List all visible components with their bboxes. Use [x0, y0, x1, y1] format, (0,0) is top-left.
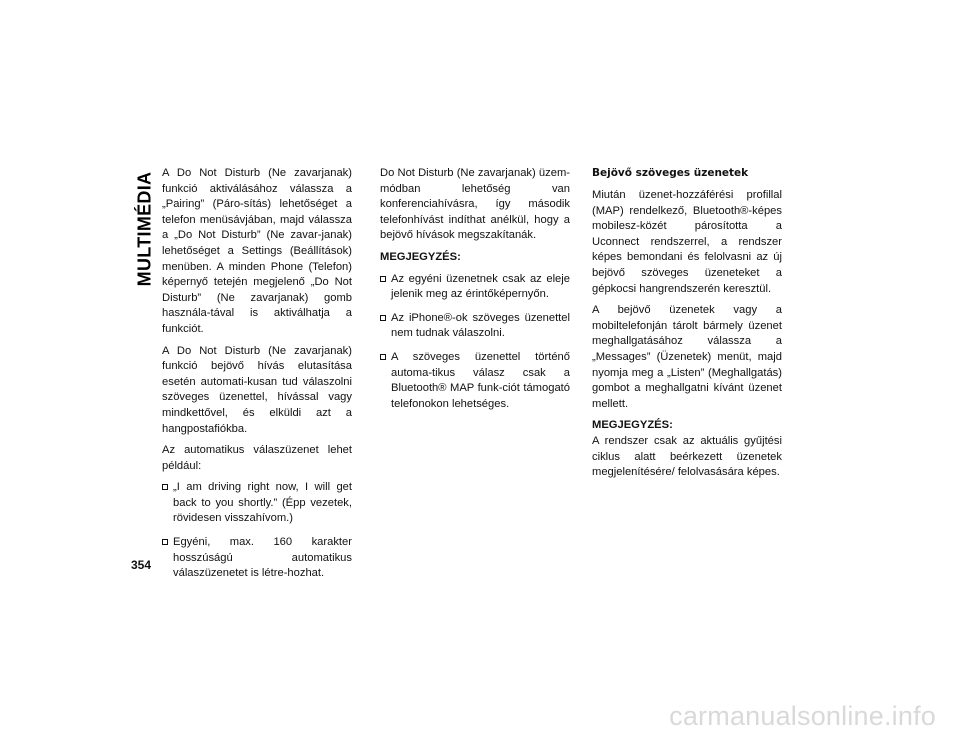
paragraph: Miután üzenet-hozzáférési profillal (MAP) rendelkező, Bluetooth®-képes mobilesz-közét párosította a Uconnect rendszerrel, a rendszer képes bemondani és felolvasni az új bejövő szöveges üzeneteket a gépkocsi hangrendszerén keresztül.: [592, 189, 782, 295]
paragraph: A Do Not Disturb (Ne zavarjanak) funkció aktiválásához válassza a „Pairing” (Páro-sítás) lehetőséget a telefon menüsávjában, majd válassza a „Do Not Disturb” (Ne zavar-janak) lehetőséget a Settings (Beállítások) menüben. A minden Phone (Telefon) képernyő tetején megjelenő „Do Not Disturb” (Ne zavarjanak) gomb használa-tával is aktiválhatja a funkciót.: [162, 167, 352, 335]
column-left: [162, 166, 352, 590]
page-number: 354: [131, 558, 152, 572]
section-heading: Bejövő szöveges üzenetek: [592, 167, 749, 179]
square-bullet-icon: [380, 276, 386, 282]
note-text: A rendszer csak az aktuális gyűjtési ciklus alatt beérkezett üzenetek megjelenítésére/ felolvasására képes.: [592, 434, 782, 479]
list-item-text: Egyéni, max. 160 karakter hosszúságú automatikus válaszüzenetet is létre-hozhat.: [173, 536, 352, 580]
paragraph: A Do Not Disturb (Ne zavarjanak) funkció bejövő hívás elutasítása esetén automati-kusan tud válaszolni szöveges üzenettel, hívással vagy mindkettővel, és elküldi azt a hangpostafiókba.: [162, 344, 352, 435]
paragraph: Do Not Disturb (Ne zavarjanak) üzem-módban lehetőség van konferenciahívásra, így második telefonhívást indíthat anélkül, hogy a bejövő hívások megszakítanák.: [380, 167, 570, 242]
paragraph: A bejövő üzenetek vagy a mobiltelefonján tárolt bármely üzenet meghallgatásához válassza a „Messages” (Üzenetek) menüt, majd nyomja meg a „Listen” (Meghallgatás) gombot a meghallgatni kívánt üzenet mellett.: [592, 304, 782, 410]
bullet-list: [380, 272, 570, 413]
section-side-label-text: MULTIMÉDIA: [134, 171, 155, 287]
section-side-label: [131, 165, 159, 293]
paragraph: Az automatikus válaszüzenet lehet például:: [162, 444, 352, 472]
note-title: MEGJEGYZÉS:: [380, 250, 461, 263]
list-item-text: Az egyéni üzenetnek csak az eleje jelenik meg az érintőképernyőn.: [391, 272, 570, 301]
column-middle: [380, 166, 570, 420]
column-right: [592, 166, 782, 487]
list-item-text: A szöveges üzenettel történő automa-tikus válasz csak a Bluetooth® MAP funk-ciót támogató telefonokon lehetséges.: [391, 350, 570, 410]
list-item: [162, 535, 352, 582]
list-item-text: Az iPhone®-ok szöveges üzenettel nem tudnak válaszolni.: [391, 311, 570, 340]
list-item: [380, 350, 570, 412]
list-item: [162, 480, 352, 527]
square-bullet-icon: [162, 539, 168, 545]
note-title: MEGJEGYZÉS:: [592, 419, 673, 432]
list-item: [380, 311, 570, 342]
list-item: [380, 272, 570, 303]
square-bullet-icon: [380, 315, 386, 321]
bullet-list: [162, 480, 352, 582]
watermark: carmanualsonline.info: [669, 701, 936, 731]
square-bullet-icon: [380, 354, 386, 360]
square-bullet-icon: [162, 484, 168, 490]
list-item-text: „I am driving right now, I will get back to you shortly.” (Épp vezetek, rövidesen visszahívom.): [173, 481, 352, 525]
